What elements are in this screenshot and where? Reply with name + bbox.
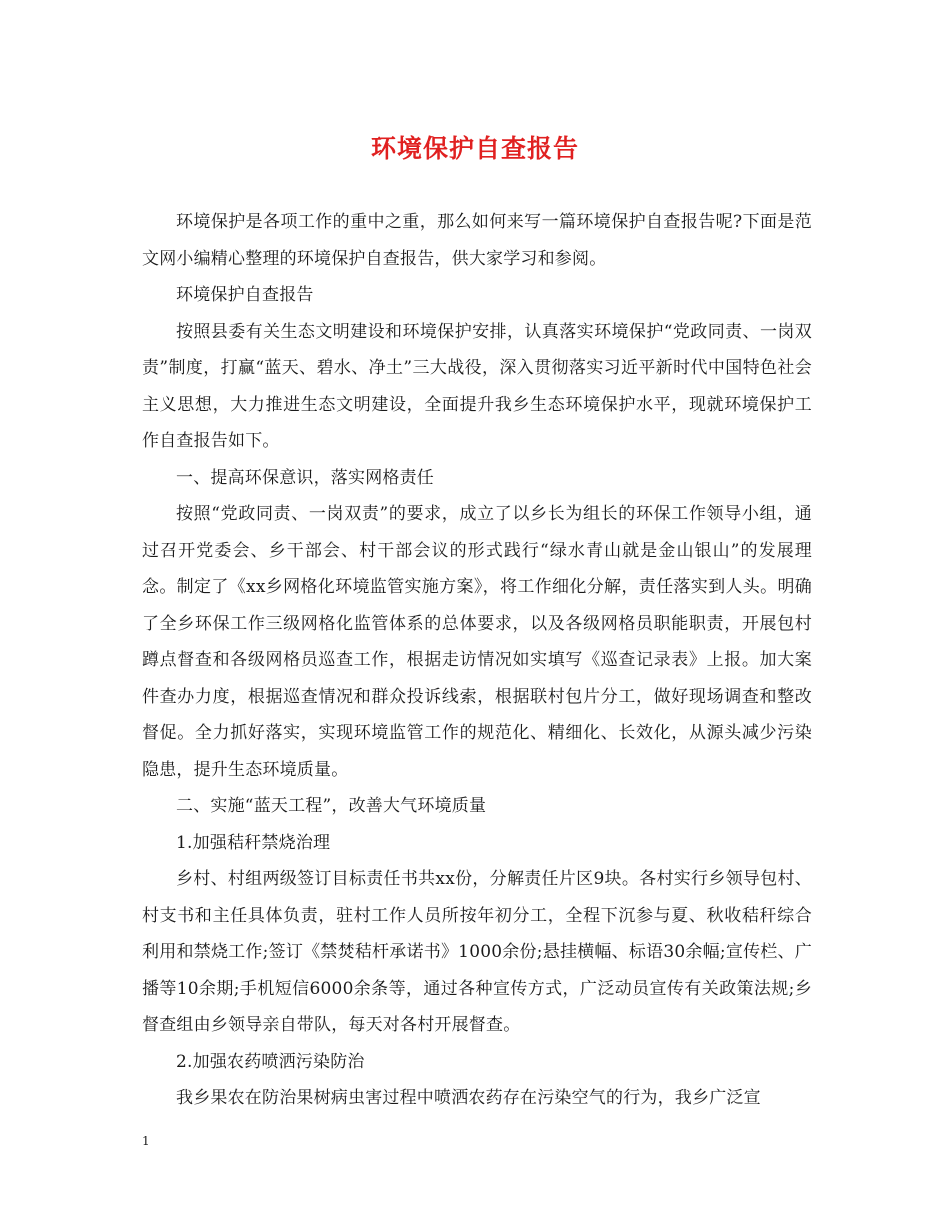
document-body — [142, 204, 812, 1117]
paragraph-intro: 环境保护是各项工作的重中之重，那么如何来写一篇环境保护自查报告呢?下面是范文网小编精心整理的环境保护自查报告，供大家学习和参阅。 — [142, 212, 812, 269]
paragraph-subtitle: 环境保护自查报告 — [176, 285, 314, 305]
paragraph-section-1: 按照“党政同责、一岗双责”的要求，成立了以乡长为组长的环保工作领导小组，通过召开党委会、乡干部会、村干部会议的形式践行“绿水青山就是金山银山”的发展理念。制定了《xx乡网格化环境监管实施方案》，将工作细化分解，责任落实到人头。明确了全乡环保工作三级网格化监管体系的总体要求，以及各级网格员职能职责，开展包村蹲点督查和各级网格员巡查工作，根据走访情况如实填写《巡查记录表》上报。加大案件查办力度，根据巡查情况和群众投诉线索，根据联村包片分工，做好现场调查和整改督促。全力抓好落实，实现环境监管工作的规范化、精细化、长效化，从源头减少污染隐患，提升生态环境质量。 — [142, 504, 812, 780]
section-heading-1: 一、提高环保意识，落实网格责任 — [176, 467, 434, 488]
paragraph-subsection-2-1: 乡村、村组两级签订目标责任书共xx份，分解责任片区9块。各村实行乡领导包村、村支书和主任具体负责，驻村工作人员所按年初分工，全程下沉参与夏、秋收秸秆综合利用和禁烧工作;签订《禁焚秸杆承诺书》1000余份;悬挂横幅、标语30余幅;宣传栏、广播等10余期;手机短信6000余条等，通过各种宣传方式，广泛动员宣传有关政策法规;乡督查组由乡领导亲自带队，每天对各村开展督查。 — [142, 869, 812, 1035]
paragraph-overview: 按照县委有关生态文明建设和环境保护安排，认真落实环境保护“党政同责、一岗双责”制度，打赢“蓝天、碧水、净土”三大战役，深入贯彻落实习近平新时代中国特色社会主义思想，大力推进生态文明建设，全面提升我乡生态环境保护水平，现就环境保护工作自查报告如下。 — [142, 321, 812, 451]
page-number: 1 — [142, 1134, 150, 1148]
subsection-heading-2-1: 1.加强秸秆禁烧治理 — [176, 832, 331, 853]
paragraph-subsection-2-2: 我乡果农在防治果树病虫害过程中喷洒农药存在污染空气的行为，我乡广泛宣 — [176, 1088, 761, 1108]
subsection-heading-2-2: 2.加强农药喷洒污染防治 — [176, 1051, 365, 1072]
document-title: 环境保护自查报告 — [370, 134, 579, 163]
section-heading-2: 二、实施“蓝天工程”，改善大气环境质量 — [176, 796, 487, 816]
